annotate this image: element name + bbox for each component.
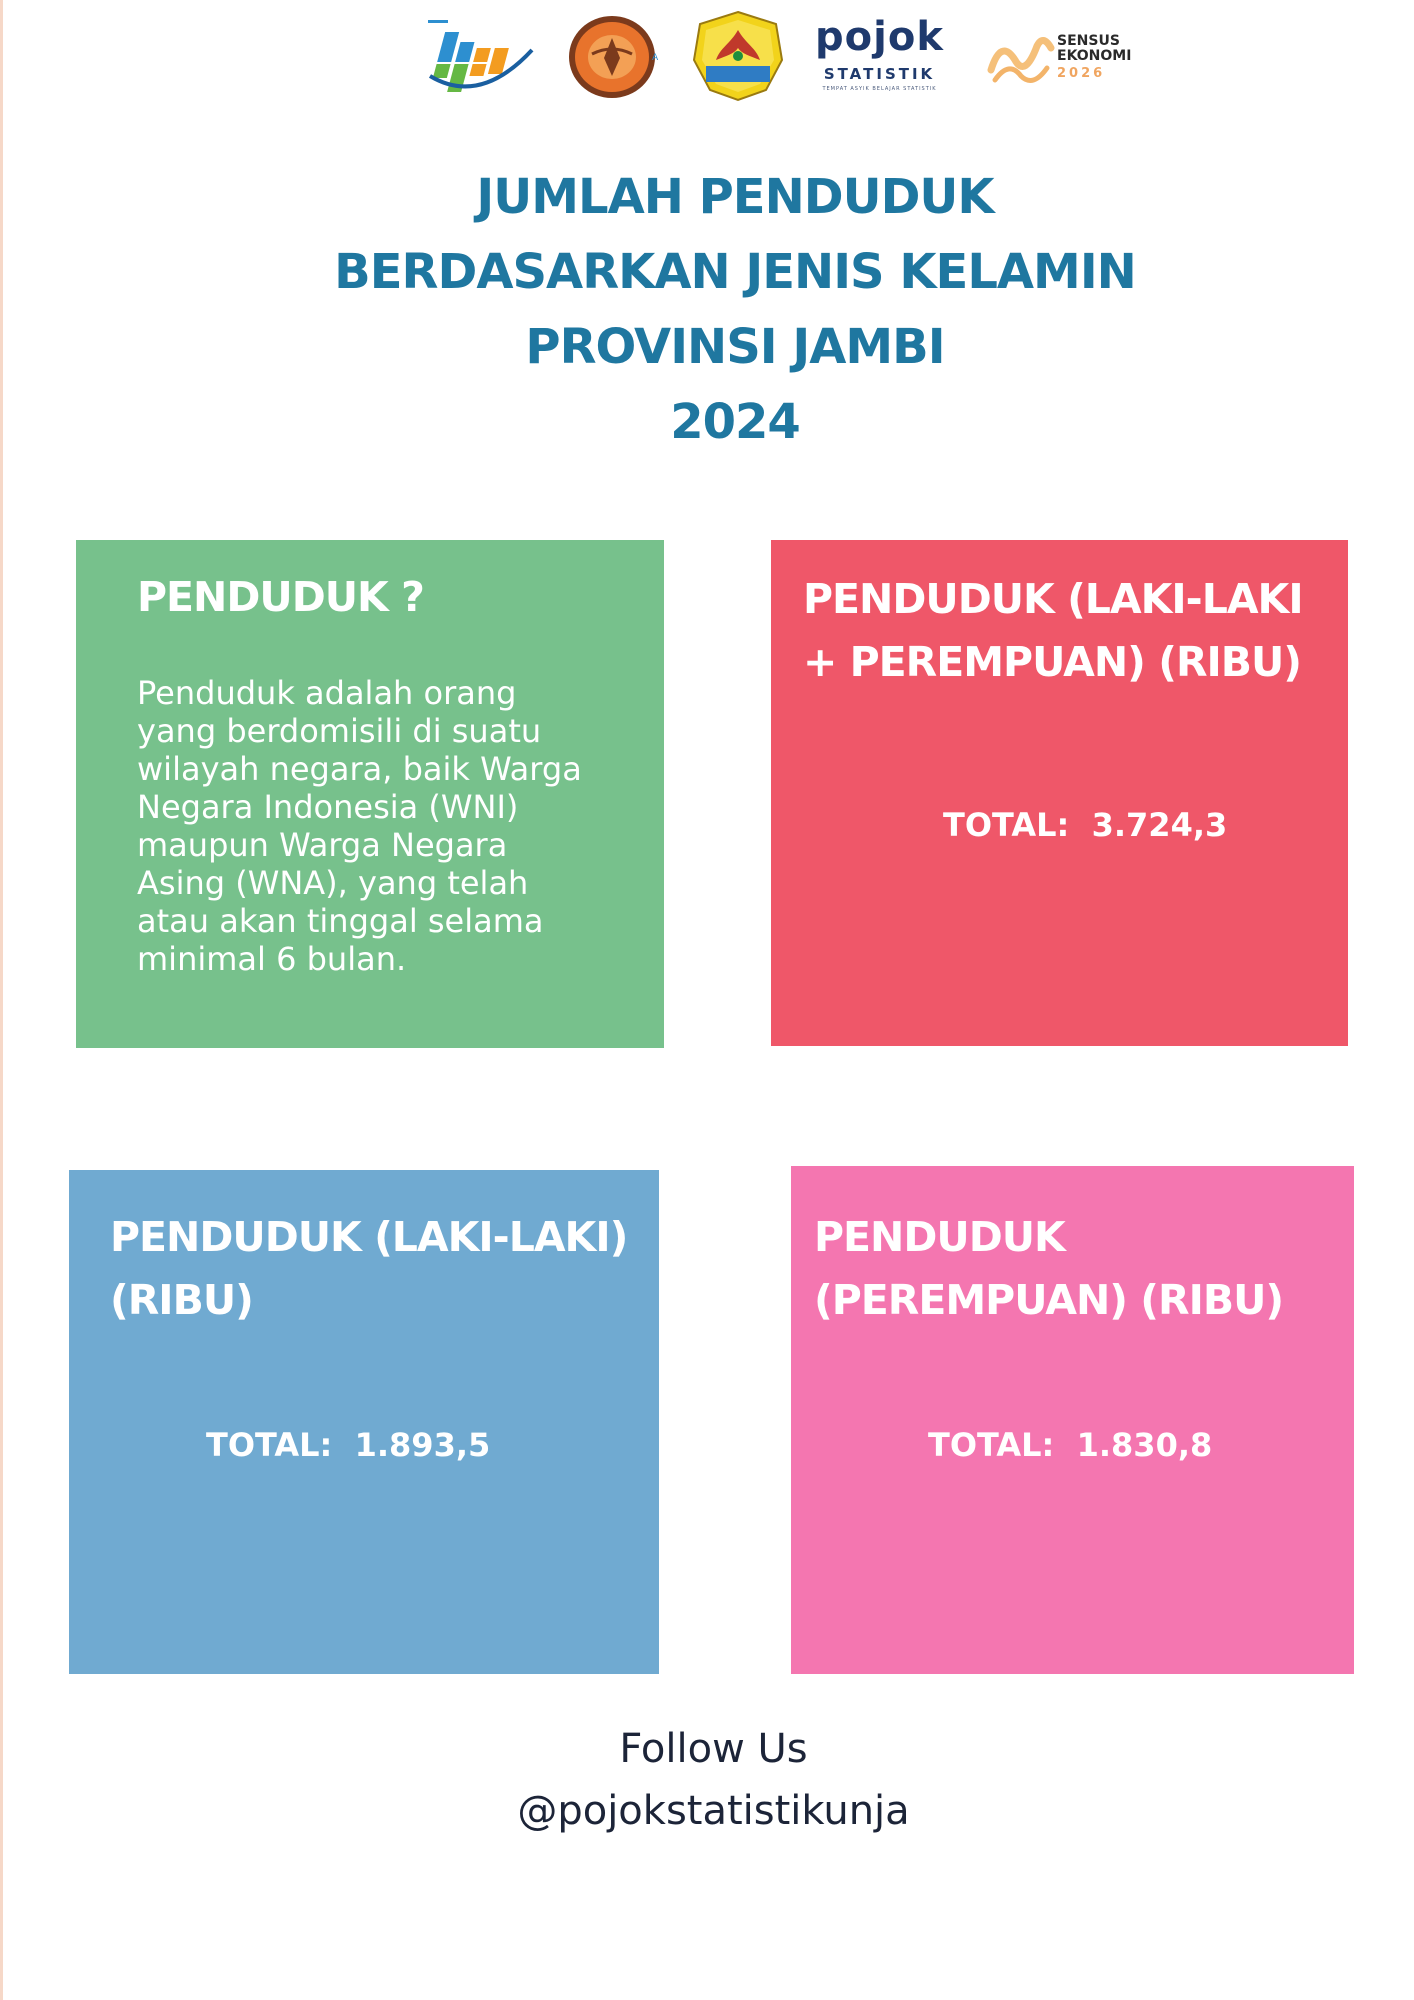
- female-total-value: 1.830,8: [1076, 1426, 1213, 1464]
- female-heading-line-1: PENDUDUK: [814, 1213, 1065, 1261]
- definition-line: yang berdomisili di suatu: [137, 712, 542, 750]
- jambi-province-logo: [690, 10, 786, 102]
- female-card-heading: [814, 1206, 1283, 1332]
- svg-text:A: A: [652, 53, 659, 63]
- title-line-2: BERDASARKAN JENIS KELAMIN: [334, 244, 1136, 300]
- logo-row: [0, 0, 1414, 120]
- definition-line: atau akan tinggal selama: [137, 902, 544, 940]
- male-total-label: TOTAL:: [206, 1426, 333, 1464]
- bps-logo: [420, 14, 538, 104]
- male-card-value: [206, 1426, 490, 1464]
- follow-us-text: Follow Us: [619, 1726, 808, 1772]
- title-line-3: PROVINSI JAMBI: [525, 319, 945, 375]
- title-line-1: JUMLAH PENDUDUK: [476, 169, 994, 225]
- sensus-ekonomi-swirl-icon: [985, 30, 1057, 90]
- pojok-logo-sub: STATISTIK: [823, 65, 936, 83]
- definition-line: Negara Indonesia (WNI): [137, 788, 519, 826]
- pojok-logo-word: pojok: [815, 14, 944, 60]
- male-total-value: 1.893,5: [354, 1426, 491, 1464]
- female-total-label: TOTAL:: [928, 1426, 1055, 1464]
- pojok-logo-tagline: TEMPAT ASYIK BELAJAR STATISTIK: [822, 86, 937, 92]
- total-heading-line-2: + PEREMPUAN) (RIBU): [803, 638, 1302, 686]
- definition-line: wilayah negara, baik Warga: [137, 750, 582, 788]
- social-handle[interactable]: @pojokstatistikunja: [517, 1788, 910, 1834]
- total-card-heading: [803, 568, 1303, 694]
- title-line-4: 2024: [670, 394, 800, 450]
- page-title: [0, 160, 1414, 460]
- definition-line: Asing (WNA), yang telah: [137, 864, 529, 902]
- sensus-line2: EKONOMI: [1057, 48, 1132, 64]
- male-card-heading: [110, 1206, 627, 1332]
- definition-heading: PENDUDUK ?: [137, 573, 424, 621]
- sensus-year: 2026: [1057, 66, 1106, 81]
- female-population-card: [791, 1166, 1354, 1674]
- university-seal-logo: [566, 14, 666, 100]
- male-population-card: [69, 1170, 659, 1674]
- male-heading-line-2: (RIBU): [110, 1276, 253, 1324]
- female-card-value: [928, 1426, 1212, 1464]
- definition-line: maupun Warga Negara: [137, 826, 508, 864]
- definition-text: [137, 674, 582, 978]
- total-label: TOTAL:: [943, 806, 1070, 844]
- sensus-line1: SENSUS: [1057, 33, 1120, 49]
- female-heading-line-2: (PEREMPUAN) (RIBU): [814, 1276, 1284, 1324]
- definition-card: [76, 540, 664, 1048]
- total-population-card: [771, 540, 1348, 1046]
- definition-line: minimal 6 bulan.: [137, 940, 407, 978]
- total-heading-line-1: PENDUDUK (LAKI-LAKI: [803, 575, 1303, 623]
- sensus-ekonomi-text: [1057, 34, 1131, 64]
- total-card-value: [943, 806, 1227, 844]
- definition-line: Penduduk adalah orang: [137, 674, 517, 712]
- follow-section: [0, 1718, 1414, 1842]
- total-value: 3.724,3: [1091, 806, 1228, 844]
- male-heading-line-1: PENDUDUK (LAKI-LAKI): [110, 1213, 628, 1261]
